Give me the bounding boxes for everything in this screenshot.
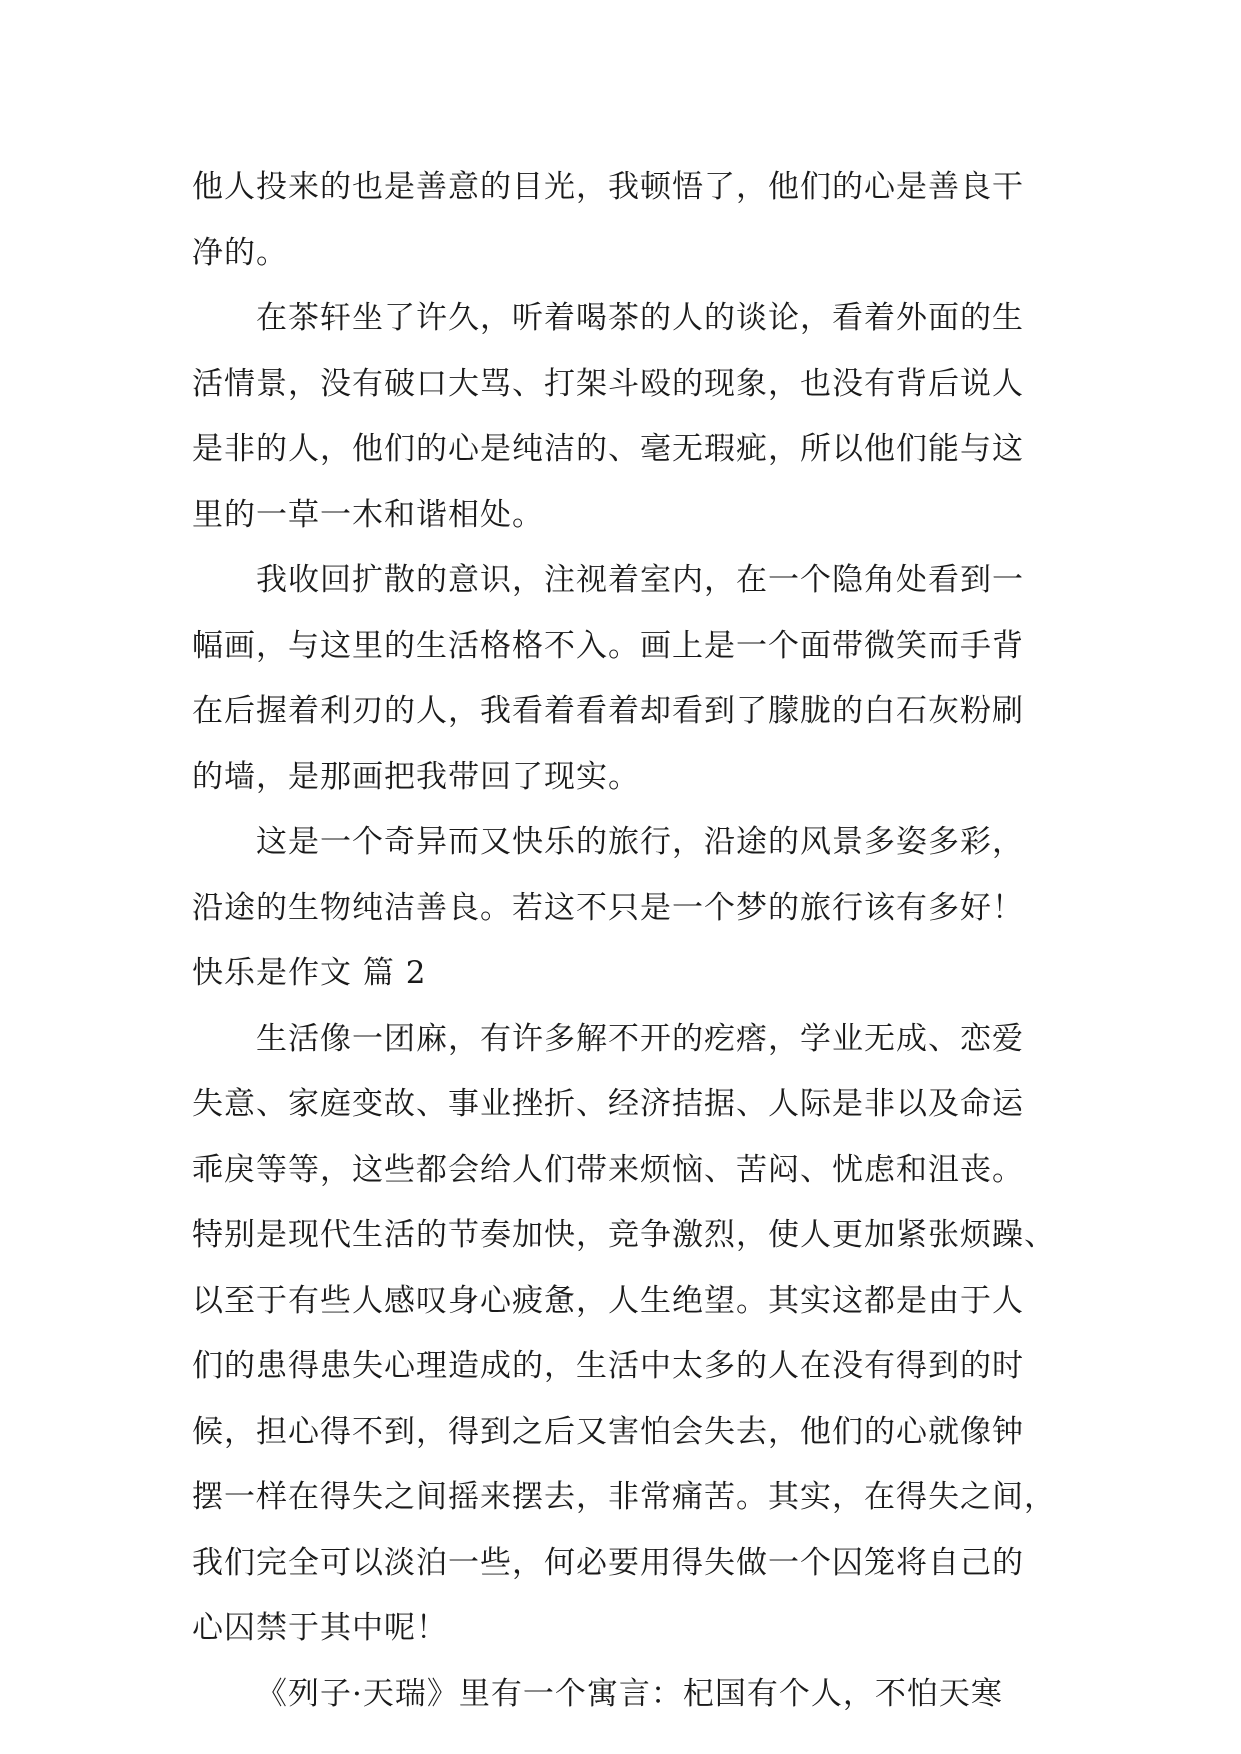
text-line: 特别是现代生活的节奏加快，竞争激烈，使人更加紧张烦躁、 <box>192 1217 1056 1253</box>
text-line: 这是一个奇异而又快乐的旅行，沿途的风景多姿多彩， <box>256 824 1024 860</box>
text-line: 失意、家庭变故、事业挫折、经济拮据、人际是非以及命运 <box>192 1086 1024 1122</box>
text-line: 《列子·天瑞》里有一个寓言：杞国有个人，不怕天寒 <box>256 1675 1003 1712</box>
text-line: 里的一草一木和谐相处。 <box>192 496 544 533</box>
text-line: 活情景，没有破口大骂、打架斗殴的现象，也没有背后说人 <box>192 365 1024 402</box>
text-line: 们的患得患失心理造成的，生活中太多的人在没有得到的时 <box>192 1348 1024 1384</box>
text-line: 乖戾等等，这些都会给人们带来烦恼、苦闷、忧虑和沮丧。 <box>192 1151 1024 1188</box>
text-line: 我收回扩散的意识，注视着室内，在一个隐角处看到一 <box>256 562 1024 598</box>
text-line: 是非的人，他们的心是纯洁的、毫无瑕疵，所以他们能与这 <box>192 431 1024 467</box>
text-line: 以至于有些人感叹身心疲惫，人生绝望。其实这都是由于人 <box>192 1282 1024 1319</box>
text-line: 在茶轩坐了许久，听着喝茶的人的谈论，看着外面的生 <box>256 300 1024 336</box>
text-line: 我们完全可以淡泊一些，何必要用得失做一个囚笼将自己的 <box>192 1544 1024 1581</box>
text-line: 候，担心得不到，得到之后又害怕会失去，他们的心就像钟 <box>192 1413 1024 1450</box>
text-line: 心囚禁于其中呢！ <box>192 1610 448 1646</box>
text-line: 他人投来的也是善意的目光，我顿悟了，他们的心是善良干 <box>192 169 1024 205</box>
text-line: 幅画，与这里的生活格格不入。画上是一个面带微笑而手背 <box>192 627 1024 664</box>
text-line: 的墙，是那画把我带回了现实。 <box>192 758 640 795</box>
text-line: 摆一样在得失之间摇来摆去，非常痛苦。其实，在得失之间， <box>192 1479 1056 1515</box>
section-heading: 快乐是作文 篇 2 <box>192 955 427 991</box>
essay-body <box>192 155 1056 1727</box>
text-line: 沿途的生物纯洁善良。若这不只是一个梦的旅行该有多好！ <box>192 889 1024 926</box>
text-line: 生活像一团麻，有许多解不开的疙瘩，学业无成、恋爱 <box>256 1020 1024 1057</box>
text-line: 在后握着利刃的人，我看着看着却看到了朦胧的白石灰粉刷 <box>192 693 1024 729</box>
text-line: 净的。 <box>192 234 288 271</box>
